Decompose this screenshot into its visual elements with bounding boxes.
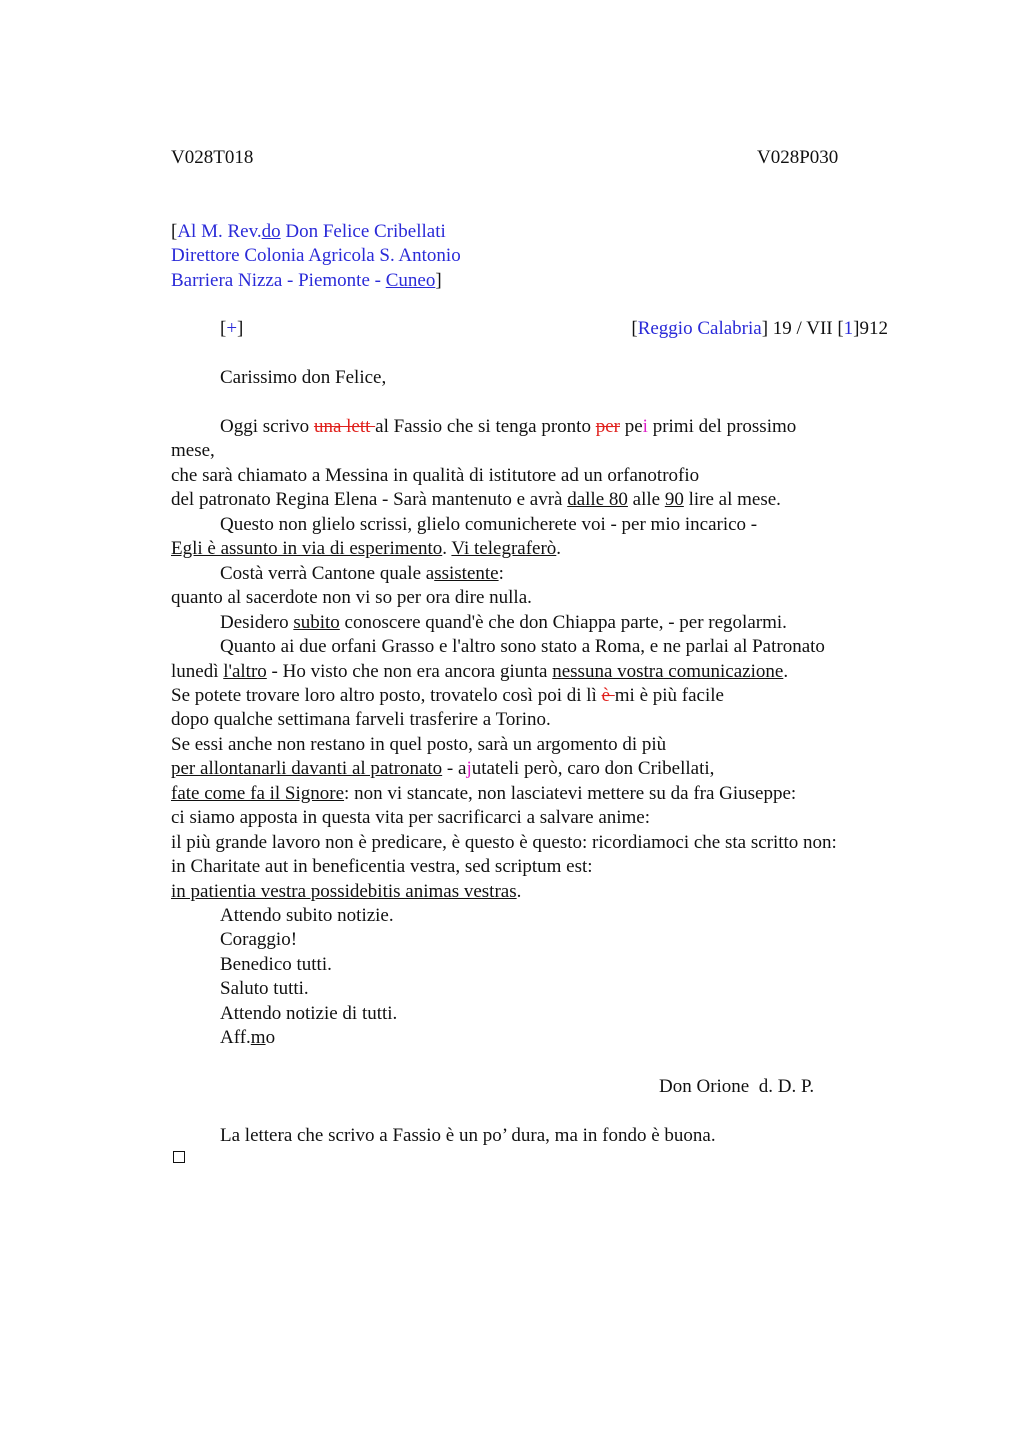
document-code-left: V028T018 (171, 147, 254, 168)
cross-mark: [+] (220, 318, 244, 339)
dateline-place: Reggio Calabria (637, 318, 762, 339)
inserted-text: i (642, 416, 648, 437)
document-code-right: V028P030 (757, 147, 839, 168)
body-line: Questo non glielo scrissi, glielo comunicherete voi - per mio incarico - (220, 514, 758, 535)
body-line: Se essi anche non restano in quel posto, sarà un argomento di più (171, 734, 667, 755)
closing-line: Attendo notizie di tutti. (220, 1003, 398, 1024)
underlined-text: nessuna vostra comunicazione (552, 661, 784, 682)
body-line: Se potete trovare loro altro posto, trovatelo così poi di lì è mi è più facile (171, 685, 724, 706)
underlined-text: fate come fa il Signore (171, 783, 345, 804)
underlined-text: l'altro (223, 661, 267, 682)
body-line: Quanto ai due orfani Grasso e l'altro sono stato a Roma, e ne parlai al Patronato (220, 636, 825, 657)
postscript: La lettera che scrivo a Fassio è un po’ dura, ma in fondo è buona. (220, 1125, 716, 1146)
underlined-text: 90 (664, 489, 684, 510)
body-line: lunedì l'altro - Ho visto che non era ancora giunta nessuna vostra comunicazione. (171, 661, 789, 682)
dateline-date: 19 / VII (768, 318, 838, 339)
body-line: Oggi scrivo una lett al Fassio che si tenga pronto per pei primi del prossimo (220, 416, 797, 437)
deleted-text: è (601, 685, 615, 706)
underlined-text: ssistente (434, 563, 499, 584)
end-marker-checkbox-icon (173, 1151, 185, 1163)
body-line: Desidero subito conoscere quand'è che don Chiappa parte, - per regolarmi. (220, 612, 787, 633)
closing-line: Aff.mo (220, 1027, 276, 1048)
closing-line: Saluto tutti. (220, 978, 309, 999)
address-city: Cuneo (385, 270, 436, 291)
body-line: fate come fa il Signore: non vi stancate, non lasciatevi mettere su da fra Giuseppe: (171, 783, 797, 804)
body-line: ci siamo apposta in questa vita per sacrificarci a salvare anime: (171, 807, 651, 828)
body-line: per allontanarli davanti al patronato - ajutateli però, caro don Cribellati, (171, 758, 715, 779)
body-line: mese, (171, 440, 215, 461)
dateline-year-bracket: 1 (843, 318, 854, 339)
salutation: Carissimo don Felice, (220, 367, 387, 388)
underlined-text: subito (293, 612, 340, 633)
underlined-text: m (250, 1027, 266, 1048)
body-line: quanto al sacerdote non vi so per ora dire nulla. (171, 587, 532, 608)
deleted-text: una lett (313, 416, 376, 437)
address-title: Al M. Rev. (177, 221, 262, 242)
underlined-text: dalle 80 (567, 489, 628, 510)
underlined-text: per allontanarli davanti al patronato (171, 758, 443, 779)
underlined-text: in patientia vestra possidebitis animas vestras (171, 881, 517, 902)
dateline: [Reggio Calabria] 19 / VII [1]912 (631, 318, 888, 339)
body-line: Egli è assunto in via di esperimento. Vi telegraferò. (171, 538, 562, 559)
body-line: del patronato Regina Elena - Sarà mantenuto e avrà dalle 80 alle 90 lire al mese. (171, 489, 781, 510)
address-line-2: Direttore Colonia Agricola S. Antonio (171, 245, 461, 266)
closing-line: Attendo subito notizie. (220, 905, 394, 926)
address-title-sup: do (261, 221, 281, 242)
address-recipient: Don Felice Cribellati (280, 221, 446, 242)
body-line: in patientia vestra possidebitis animas vestras. (171, 881, 522, 902)
signature: Don Orione d. D. P. (659, 1076, 815, 1097)
address-line-3: Barriera Nizza - Piemonte - Cuneo] (171, 270, 442, 291)
body-line: in Charitate aut in beneficentia vestra, sed scriptum est: (171, 856, 593, 877)
address-line-1: [Al M. Rev.do Don Felice Cribellati (171, 221, 446, 242)
underlined-text: Vi telegraferò (451, 538, 557, 559)
deleted-text: per (595, 416, 620, 437)
body-line: che sarà chiamato a Messina in qualità di istitutore ad un orfanotrofio (171, 465, 700, 486)
body-line: il più grande lavoro non è predicare, è questo è questo: ricordiamoci che sta scritto non: (171, 832, 837, 853)
address-region: Barriera Nizza - Piemonte - (171, 270, 386, 291)
closing-line: Benedico tutti. (220, 954, 332, 975)
inserted-text: j (466, 758, 472, 779)
dateline-year: 912 (859, 318, 888, 339)
body-line: Costà verrà Cantone quale assistente: (220, 563, 504, 584)
body-line: dopo qualche settimana farveli trasferire a Torino. (171, 709, 551, 730)
underlined-text: Egli è assunto in via di esperimento (171, 538, 443, 559)
closing-line: Coraggio! (220, 929, 298, 950)
